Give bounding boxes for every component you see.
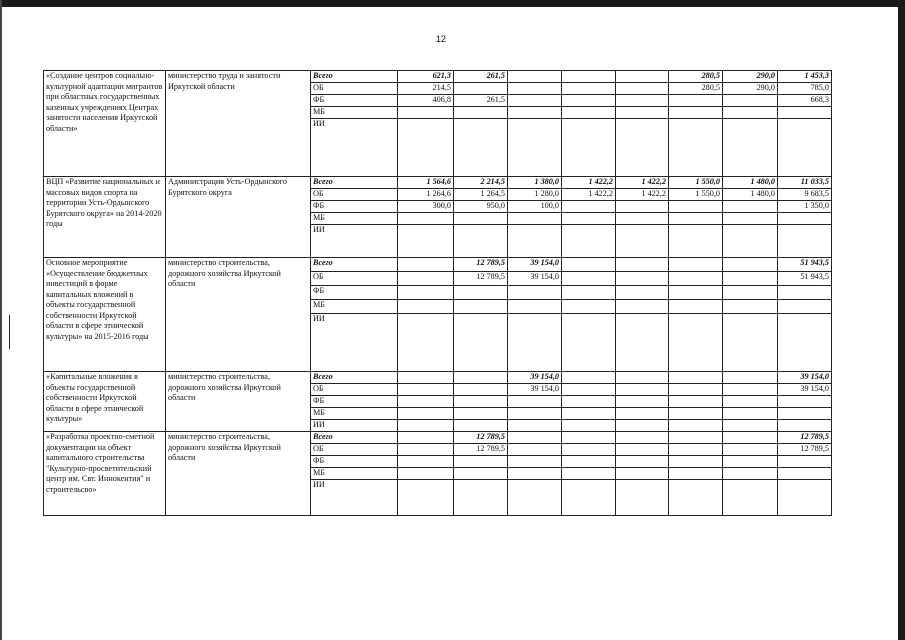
funding-source-cell: Всего [311,432,398,444]
total-value-cell: 39 154,0 [778,384,832,396]
year-value-cell [508,225,562,258]
year-value-cell [723,480,778,516]
year-value-cell [669,272,723,286]
year-value-cell [398,258,454,272]
year-value-cell [398,396,454,408]
scan-border-right [898,0,905,640]
table-row [44,372,832,384]
year-value-cell [669,432,723,444]
year-value-cell [398,408,454,420]
funding-source-cell: ФБ [311,201,398,213]
year-value-cell: 1 422,2 [562,177,616,189]
year-value-cell: 2 214,5 [454,177,508,189]
total-value-cell [778,286,832,300]
year-value-cell [616,314,669,372]
total-value-cell [778,456,832,468]
year-value-cell [669,201,723,213]
year-value-cell [562,372,616,384]
total-value-cell: 51 943,5 [778,258,832,272]
year-value-cell [398,225,454,258]
year-value-cell [454,300,508,314]
year-value-cell [508,107,562,119]
year-value-cell [616,258,669,272]
total-value-cell [778,213,832,225]
year-value-cell [669,468,723,480]
year-value-cell [398,119,454,177]
year-value-cell [616,71,669,83]
year-value-cell [723,213,778,225]
year-value-cell: 12 789,5 [454,444,508,456]
total-value-cell: 1 350,0 [778,201,832,213]
year-value-cell [454,286,508,300]
year-value-cell [723,225,778,258]
year-value-cell [562,432,616,444]
year-value-cell [562,201,616,213]
year-value-cell: 950,0 [454,201,508,213]
funding-source-cell: ФБ [311,286,398,300]
year-value-cell [398,456,454,468]
year-value-cell [616,300,669,314]
year-value-cell: 1 422,2 [616,189,669,201]
total-value-cell: 668,3 [778,95,832,107]
year-value-cell: 1 280,0 [508,189,562,201]
funding-source-cell: Всего [311,372,398,384]
year-value-cell [669,300,723,314]
year-value-cell: 290,0 [723,71,778,83]
year-value-cell [669,119,723,177]
year-value-cell [454,408,508,420]
year-value-cell [508,480,562,516]
year-value-cell: 1 550,0 [669,177,723,189]
year-value-cell [616,480,669,516]
year-value-cell [616,225,669,258]
funding-source-cell: ИИ [311,119,398,177]
year-value-cell [398,480,454,516]
event-description-cell: «Создание центров социально-культурной адаптации мигрантов при областных государственных казенных учреждениях Центрах занятости населения Иркутской области» [44,71,166,177]
total-value-cell: 12 789,5 [778,432,832,444]
year-value-cell [562,396,616,408]
executor-cell: Администрация Усть-Ордынского Бурятского округа [166,177,311,258]
year-value-cell [723,384,778,396]
year-value-cell [398,420,454,432]
year-value-cell [508,408,562,420]
total-value-cell [778,468,832,480]
year-value-cell [562,444,616,456]
scan-border-left [0,0,2,640]
year-value-cell: 12 789,5 [454,272,508,286]
total-value-cell [778,420,832,432]
total-value-cell: 51 943,5 [778,272,832,286]
funding-source-cell: Всего [311,71,398,83]
year-value-cell [616,456,669,468]
year-value-cell [669,444,723,456]
year-value-cell [669,213,723,225]
scan-edge-mark [9,315,10,349]
funding-source-cell: ФБ [311,456,398,468]
total-value-cell [778,314,832,372]
year-value-cell [562,83,616,95]
year-value-cell: 261,5 [454,71,508,83]
year-value-cell [454,456,508,468]
year-value-cell [454,119,508,177]
table-row [44,432,832,444]
year-value-cell [669,95,723,107]
year-value-cell [398,468,454,480]
year-value-cell [723,95,778,107]
year-value-cell: 300,0 [398,201,454,213]
year-value-cell [669,225,723,258]
funding-source-cell: МБ [311,300,398,314]
year-value-cell: 1 480,0 [723,177,778,189]
year-value-cell [562,300,616,314]
total-value-cell: 39 154,0 [778,372,832,384]
year-value-cell [723,456,778,468]
year-value-cell [723,272,778,286]
year-value-cell: 39 154,0 [508,258,562,272]
year-value-cell [723,408,778,420]
executor-cell: министерство строительства, дорожного хозяйства Иркутской области [166,258,311,372]
total-value-cell [778,408,832,420]
year-value-cell [398,314,454,372]
executor-cell: министерство строительства, дорожного хозяйства Иркутской области [166,432,311,516]
year-value-cell [398,372,454,384]
year-value-cell [454,225,508,258]
year-value-cell [562,314,616,372]
year-value-cell [669,408,723,420]
year-value-cell: 406,8 [398,95,454,107]
year-value-cell [669,396,723,408]
year-value-cell [669,286,723,300]
year-value-cell [508,119,562,177]
year-value-cell [508,444,562,456]
year-value-cell: 280,5 [669,83,723,95]
year-value-cell: 621,3 [398,71,454,83]
year-value-cell [508,300,562,314]
year-value-cell: 214,5 [398,83,454,95]
year-value-cell [454,372,508,384]
page-number: 12 [436,34,447,44]
funding-source-cell: МБ [311,468,398,480]
year-value-cell [723,396,778,408]
year-value-cell [454,107,508,119]
year-value-cell [616,95,669,107]
executor-cell: министерство строительства, дорожного хозяйства Иркутской области [166,372,311,432]
table-row [44,258,832,272]
year-value-cell: 1 264,6 [398,189,454,201]
year-value-cell [669,420,723,432]
executor-cell: министерство труда и занятости Иркутской области [166,71,311,177]
year-value-cell [508,95,562,107]
year-value-cell [616,201,669,213]
year-value-cell: 39 154,0 [508,272,562,286]
funding-source-cell: Всего [311,177,398,189]
year-value-cell: 261,5 [454,95,508,107]
year-value-cell [398,286,454,300]
year-value-cell [616,384,669,396]
year-value-cell [616,444,669,456]
total-value-cell [778,225,832,258]
year-value-cell [562,286,616,300]
year-value-cell [616,420,669,432]
year-value-cell [562,71,616,83]
year-value-cell: 100,0 [508,201,562,213]
year-value-cell: 1 564,6 [398,177,454,189]
year-value-cell [454,213,508,225]
year-value-cell [723,314,778,372]
year-value-cell [562,468,616,480]
year-value-cell [669,258,723,272]
year-value-cell [508,432,562,444]
year-value-cell [398,107,454,119]
year-value-cell [508,468,562,480]
year-value-cell [616,272,669,286]
year-value-cell [562,213,616,225]
total-value-cell: 9 683,5 [778,189,832,201]
year-value-cell [723,258,778,272]
year-value-cell [508,83,562,95]
year-value-cell [562,95,616,107]
year-value-cell [454,468,508,480]
year-value-cell [398,384,454,396]
total-value-cell: 1 453,3 [778,71,832,83]
year-value-cell [616,432,669,444]
funding-source-cell: МБ [311,107,398,119]
year-value-cell [454,384,508,396]
year-value-cell [723,300,778,314]
year-value-cell: 12 789,5 [454,258,508,272]
year-value-cell: 39 154,0 [508,384,562,396]
year-value-cell: 1 480,0 [723,189,778,201]
year-value-cell: 1 264,5 [454,189,508,201]
year-value-cell [562,384,616,396]
year-value-cell [723,444,778,456]
year-value-cell: 1 550,0 [669,189,723,201]
year-value-cell [669,456,723,468]
year-value-cell [669,372,723,384]
funding-source-cell: ОБ [311,444,398,456]
year-value-cell [454,83,508,95]
year-value-cell [562,456,616,468]
year-value-cell [723,201,778,213]
year-value-cell: 1 422,2 [562,189,616,201]
year-value-cell [616,213,669,225]
event-description-cell: «Разработка проектно-сметной документации на объект капитального строительства "Культурно-просветительский центр им. Свт. Иннокентия" и строительсво» [44,432,166,516]
funding-source-cell: МБ [311,408,398,420]
year-value-cell [454,480,508,516]
year-value-cell [398,300,454,314]
year-value-cell [562,225,616,258]
year-value-cell: 280,5 [669,71,723,83]
year-value-cell [398,272,454,286]
event-description-cell: «Капитальные вложения в объекты государственной собственности Иркутской области в сфере этнической культуры» [44,372,166,432]
year-value-cell [398,432,454,444]
year-value-cell [562,480,616,516]
year-value-cell [616,396,669,408]
year-value-cell [723,468,778,480]
total-value-cell [778,119,832,177]
total-value-cell: 785,0 [778,83,832,95]
total-value-cell: 11 033,5 [778,177,832,189]
year-value-cell [508,456,562,468]
year-value-cell [669,314,723,372]
year-value-cell: 1 380,0 [508,177,562,189]
year-value-cell [616,83,669,95]
year-value-cell [616,468,669,480]
year-value-cell [454,396,508,408]
year-value-cell [562,258,616,272]
year-value-cell [562,272,616,286]
year-value-cell [616,119,669,177]
year-value-cell: 12 789,5 [454,432,508,444]
table-row [44,177,832,189]
funding-source-cell: ИИ [311,420,398,432]
funding-source-cell: ИИ [311,225,398,258]
funding-source-cell: ИИ [311,314,398,372]
table-row [44,71,832,83]
year-value-cell [616,408,669,420]
year-value-cell [669,107,723,119]
year-value-cell: 1 422,2 [616,177,669,189]
year-value-cell [508,420,562,432]
year-value-cell [508,286,562,300]
year-value-cell [723,286,778,300]
funding-source-cell: МБ [311,213,398,225]
event-description-cell: Основное мероприятие «Осуществление бюджетных инвестиций в форме капитальных вложений в объекты государственной собственности Иркутской области в сфере этнической культуры» на 2015-2016 годы [44,258,166,372]
event-description-cell: ВЦП «Развитие национальных и массовых видов спорта на территории Усть-Ордынского Бурятского округа» на 2014-2020 годы [44,177,166,258]
total-value-cell [778,107,832,119]
year-value-cell [508,213,562,225]
scan-border-top [0,0,905,7]
year-value-cell [562,420,616,432]
year-value-cell: 290,0 [723,83,778,95]
year-value-cell [669,384,723,396]
year-value-cell [723,420,778,432]
funding-source-cell: ОБ [311,272,398,286]
total-value-cell [778,300,832,314]
year-value-cell [562,119,616,177]
funding-source-cell: ФБ [311,396,398,408]
year-value-cell [398,444,454,456]
year-value-cell [723,107,778,119]
year-value-cell [398,213,454,225]
funding-source-cell: ФБ [311,95,398,107]
year-value-cell [616,286,669,300]
year-value-cell [454,314,508,372]
funding-source-cell: ИИ [311,480,398,516]
year-value-cell [562,107,616,119]
total-value-cell: 12 789,5 [778,444,832,456]
year-value-cell [616,372,669,384]
year-value-cell [616,107,669,119]
year-value-cell [723,372,778,384]
year-value-cell [669,480,723,516]
total-value-cell [778,480,832,516]
year-value-cell [508,314,562,372]
year-value-cell [454,420,508,432]
year-value-cell: 39 154,0 [508,372,562,384]
year-value-cell [508,396,562,408]
budget-table [43,70,832,516]
year-value-cell [508,71,562,83]
funding-source-cell: ОБ [311,83,398,95]
funding-source-cell: ОБ [311,189,398,201]
total-value-cell [778,396,832,408]
year-value-cell [723,119,778,177]
funding-source-cell: ОБ [311,384,398,396]
funding-source-cell: Всего [311,258,398,272]
year-value-cell [562,408,616,420]
year-value-cell [723,432,778,444]
